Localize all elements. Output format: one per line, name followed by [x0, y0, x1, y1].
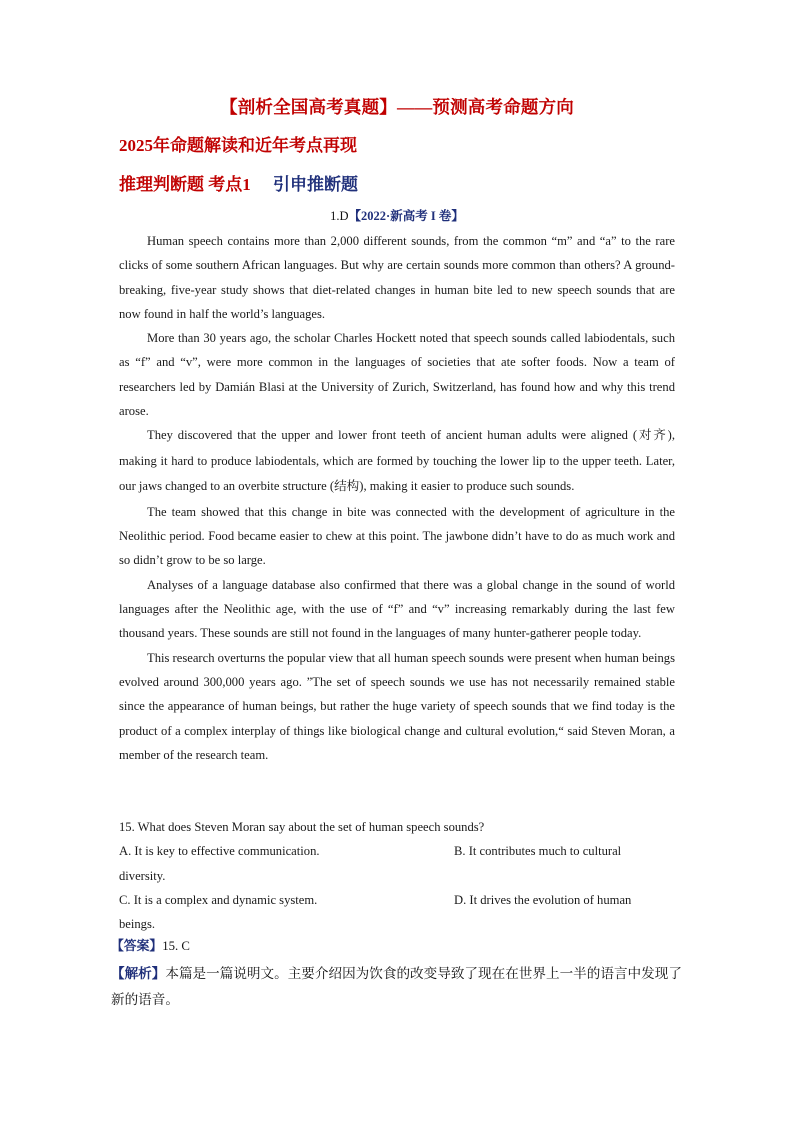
analysis-text: 本篇是一篇说明文。主要介绍因为饮食的改变导致了现在在世界上一半的语言中发现了新的语音。 [111, 966, 682, 1008]
section-label: 推理判断题 考点1 [119, 175, 251, 194]
analysis-label: 【解析】 [111, 966, 166, 982]
option-b-continued: diversity. [119, 868, 166, 883]
option-d-continued: beings. [119, 917, 156, 932]
answer-value: 15. C [162, 939, 190, 953]
page-title [0, 94, 794, 119]
passage-paragraph: They discovered that the upper and lower front teeth of ancient human adults were aligned (对齐), making it hard to produce labiodentals, which are formed by touching the lower lip to the upper teeth. Later, our jaws changed to an overbite structure (结构), making it easier to produce such sounds. [119, 428, 675, 494]
question-stem: 15. What does Steven Moran say about the set of human speech sounds? [119, 820, 485, 834]
option-a: A. It is key to effective communication. [119, 844, 320, 859]
answer-label: 【答案】 [111, 939, 163, 953]
passage-paragraph: Analyses of a language database also confirmed that there was a global change in the sound of world languages after the Neolithic age, with the use of “f” and “v” increasing remarkably during the last few thousand years. These sounds are still not found in the languages of many hunter-gatherer people today. [119, 577, 675, 641]
section-topic: 引申推断题 [273, 175, 358, 194]
page-title-text: 【剖析全国高考真题】——预测高考命题方向 [220, 97, 574, 117]
passage-paragraph: More than 30 years ago, the scholar Charles Hockett noted that speech sounds called labiodentals, such as “f” and “v”, were more common in the languages of societies that ate softer foods. Now a team of researchers led by Damián Blasi at the University of Zurich, Switzerland, has found how and why this trend arose. [119, 331, 675, 419]
passage-paragraph: This research overturns the popular view that all human speech sounds were present when human beings evolved around 300,000 years ago. ”The set of speech sounds we use has not necessarily remained stable since the appearance of human beings, but rather the huge variety of speech sounds that we find today is the product of a complex interplay of things like biological change and cultural evolution,“ said Steven Moran, a member of the research team. [119, 650, 675, 762]
question-block [119, 815, 675, 936]
page-subtitle: 2025年命题解读和近年考点再现 [119, 136, 357, 155]
question-number: 1.D [330, 209, 349, 223]
section-heading [119, 170, 358, 195]
options-row-2 [119, 888, 675, 912]
options-row-1 [119, 839, 675, 863]
reading-passage [119, 229, 675, 767]
answer-line [111, 935, 190, 954]
question-source [0, 206, 794, 224]
passage-paragraph: Human speech contains more than 2,000 different sounds, from the common “m” and “a” to the rare clicks of some southern African languages. But why are certain sounds more common than others? A ground-breaking, five-year study shows that diet-related changes in human bite led to new speech sounds that are now found in half the world’s languages. [119, 234, 675, 321]
option-d: D. It drives the evolution of human [454, 892, 632, 907]
option-c: C. It is a complex and dynamic system. [119, 892, 318, 907]
option-b: B. It contributes much to cultural [454, 844, 622, 859]
passage-paragraph: The team showed that this change in bite was connected with the development of agriculture in the Neolithic period. Food became easier to chew at this point. The jawbone didn’t have to do as much work and so didn’t grow to be so large. [119, 504, 675, 568]
question-tag: 【2022·新高考 I 卷】 [348, 209, 464, 223]
analysis-block [111, 961, 683, 1013]
